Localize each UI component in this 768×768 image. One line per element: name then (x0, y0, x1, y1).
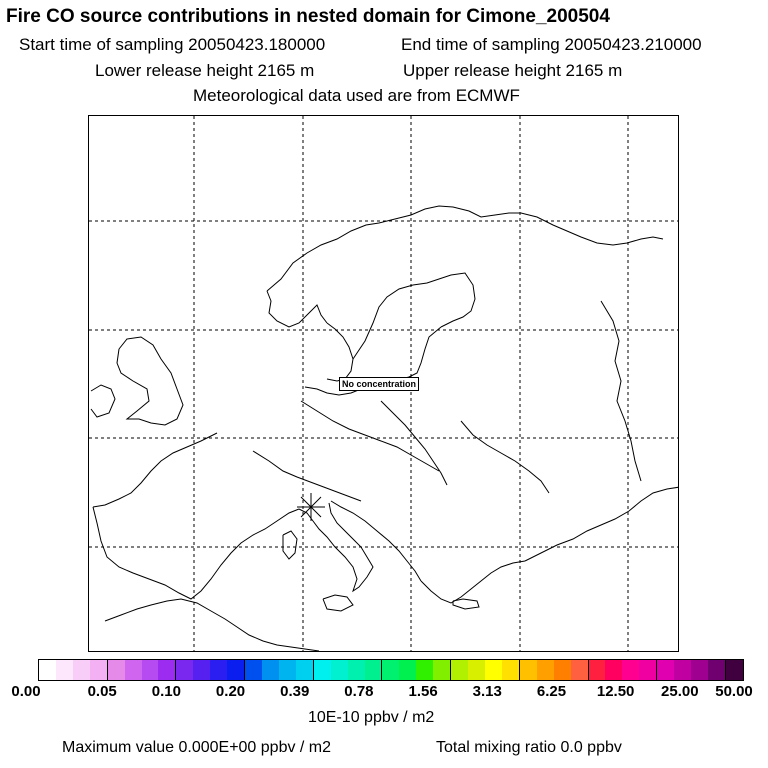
colorbar-swatch (571, 660, 588, 680)
crete-coast (453, 599, 479, 609)
sweden-east-coast (327, 323, 353, 381)
central-border-2 (253, 451, 361, 501)
end-time-label: End time of sampling 20050423.210000 (401, 35, 702, 54)
colorbar-tick-label: 0.39 (280, 683, 310, 700)
africa-coast (105, 599, 319, 651)
colorbar-swatch (433, 660, 450, 680)
gulf-of-bothnia (353, 273, 475, 359)
colorbar-swatch (605, 660, 622, 680)
colorbar-swatch (485, 660, 502, 680)
ireland-coast (91, 385, 115, 417)
colorbar-swatch (296, 660, 313, 680)
colorbar-swatch (125, 660, 142, 680)
colorbar-swatch (639, 660, 656, 680)
colorbar-swatch (210, 660, 227, 680)
colorbar-swatch (158, 660, 175, 680)
colorbar-swatch (90, 660, 107, 680)
adriatic-coast (331, 501, 421, 581)
no-concentration-label: No concentration (339, 377, 419, 391)
colorbar-swatch (674, 660, 691, 680)
colorbar-tick-label: 50.00 (715, 683, 753, 700)
colorbar-swatch (107, 660, 125, 680)
colorbar-swatch (656, 660, 674, 680)
greece-coast (421, 561, 525, 603)
colorbar-swatch (468, 660, 485, 680)
colorbar-swatch (622, 660, 639, 680)
colorbar-tick-label: 0.00 (11, 683, 41, 700)
colorbar-swatch (381, 660, 399, 680)
sicily-coast (323, 595, 353, 611)
colorbar-swatch (365, 660, 382, 680)
colorbar-swatch (56, 660, 73, 680)
norway-west-coast (267, 291, 327, 327)
star-marker (297, 493, 325, 521)
colorbar-swatch (39, 660, 56, 680)
colorbar-swatch (142, 660, 159, 680)
central-border-3 (381, 401, 447, 485)
colorbar-swatch (554, 660, 571, 680)
black-sea-coast (525, 487, 679, 561)
colorbar-swatch (399, 660, 416, 680)
colorbar-swatch (175, 660, 193, 680)
colorbar-swatch (588, 660, 606, 680)
upper-height-label: Upper release height 2165 m (403, 61, 623, 80)
colorbar-swatch (227, 660, 244, 680)
uk-coast (117, 337, 183, 425)
colorbar-swatch (502, 660, 519, 680)
colorbar-swatch (519, 660, 537, 680)
colorbar-swatch (313, 660, 331, 680)
colorbar-swatch (348, 660, 365, 680)
east-border (601, 301, 641, 481)
start-time-label: Start time of sampling 20050423.180000 (19, 35, 326, 54)
colorbar-swatch (244, 660, 262, 680)
colorbar-tick-label: 25.00 (661, 683, 699, 700)
sardinia-coast (283, 531, 297, 559)
colorbar-tick-label: 6.25 (536, 683, 567, 700)
colorbar-swatch (331, 660, 348, 680)
maximum-value-label: Maximum value 0.000E+00 ppbv / m2 (62, 739, 332, 756)
colorbar-tick-label: 0.78 (344, 683, 374, 700)
scandinavia-coast (267, 206, 663, 291)
colorbar-tick-label: 1.56 (408, 683, 438, 700)
colorbar-tick-label: 3.13 (472, 683, 502, 700)
colorbar-tick-label: 12.50 (596, 683, 635, 700)
map-title: Fire CO source contributions in nested domain for Cimone_200504 (6, 6, 610, 27)
france-spain-coast (93, 433, 217, 507)
colorbar-swatch (450, 660, 468, 680)
colorbar-swatch (416, 660, 433, 680)
coastlines (91, 206, 679, 651)
colorbar-swatch (691, 660, 708, 680)
central-border-4 (461, 421, 549, 493)
colorbar-tick-label: 0.05 (87, 683, 117, 700)
colorbar (38, 659, 744, 681)
central-border-1 (301, 401, 439, 471)
colorbar-swatch (725, 660, 743, 680)
colorbar-tick-label: 0.20 (215, 683, 246, 700)
colorbar-swatch (279, 660, 296, 680)
colorbar-swatch (708, 660, 725, 680)
colorbar-swatch (537, 660, 554, 680)
colorbar-unit: 10E-10 ppbv / m2 (308, 709, 435, 726)
colorbar-swatch (73, 660, 90, 680)
colorbar-swatch (262, 660, 279, 680)
iberia-south-coast (93, 507, 299, 599)
lower-height-label: Lower release height 2165 m (95, 61, 315, 80)
colorbar-tick-label: 0.10 (151, 683, 181, 700)
met-data-label: Meteorological data used are from ECMWF (193, 86, 520, 105)
total-mixing-ratio-label: Total mixing ratio 0.0 ppbv (436, 739, 622, 756)
colorbar-swatch (193, 660, 210, 680)
